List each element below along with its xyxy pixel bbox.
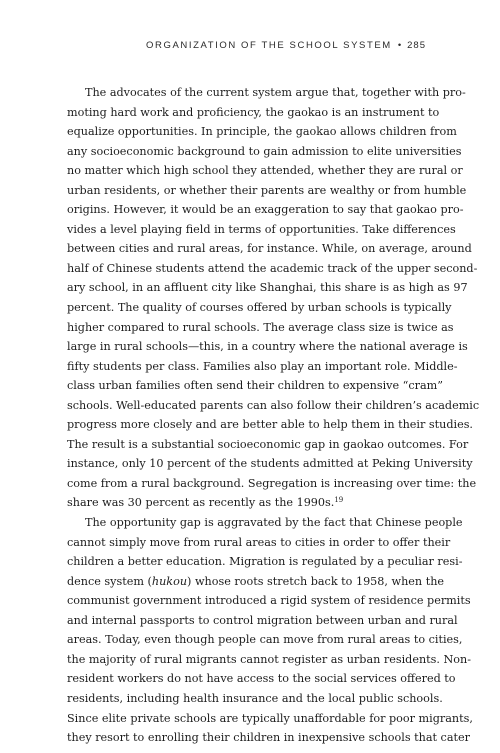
text-line: they resort to enrolling their children in inexpensive schools that cater <box>67 731 470 745</box>
text-line: urban residents, or whether their parents are wealthy or from humble <box>67 183 467 197</box>
text-line: progress more closely and are better able to help them in their studies. <box>67 418 473 432</box>
text-line: communist government introduced a rigid system of residence permits <box>67 594 471 608</box>
text-line: instance, only 10 percent of the students admitted at Peking University <box>67 457 473 471</box>
text-line: between cities and rural areas, for instance. While, on average, around <box>67 242 472 256</box>
text-line-last <box>67 493 427 513</box>
text-line: equalize opportunities. In principle, the gaokao allows children from <box>67 125 457 139</box>
text-line: any socioeconomic background to gain admission to elite universities <box>67 144 462 158</box>
text-line: areas. Today, even though people can move from rural areas to cities, <box>67 633 463 647</box>
text-line: class urban families often send their children to expensive “cram” <box>67 379 443 393</box>
text-line: The result is a substantial socioeconomic gap in gaokao outcomes. For <box>67 437 469 451</box>
text-line: half of Chinese students attend the academic track of the upper second- <box>67 261 478 275</box>
text-line: residents, including health insurance and the local public schools. <box>67 691 443 705</box>
text-line: The opportunity gap is aggravated by the fact that Chinese people <box>85 516 463 530</box>
text-line: higher compared to rural schools. The average class size is twice as <box>67 320 454 334</box>
italic-term-hukou: hukou <box>151 574 188 588</box>
last-line-text: share was 30 percent as recently as the 1990s. <box>67 496 335 510</box>
text-fragment: ) whose roots stretch back to 1958, when the <box>187 574 445 588</box>
running-head <box>146 40 426 51</box>
text-line: The advocates of the current system argue that, together with pro- <box>85 86 466 99</box>
footnote-reference[interactable]: 19 <box>334 496 344 505</box>
text-line: large in rural schools—this, in a country where the national average is <box>67 340 468 354</box>
text-line: fifty students per class. Families also play an important role. Middle- <box>67 359 458 373</box>
paragraph-2 <box>67 513 473 748</box>
text-line: Since elite private schools are typically unaffordable for poor migrants, <box>67 711 473 725</box>
page-number: 285 <box>407 40 426 51</box>
text-line: ary school, in an affluent city like Shanghai, this share is as high as 97 <box>67 281 468 295</box>
running-title: ORGANIZATION OF THE SCHOOL SYSTEM <box>146 40 392 51</box>
text-fragment: dence system ( <box>67 574 152 588</box>
text-line: vides a level playing field in terms of opportunities. Take differences <box>67 222 456 236</box>
text-line: come from a rural background. Segregation is increasing over time: the <box>67 476 477 490</box>
body-text <box>67 83 480 748</box>
text-line: resident workers do not have access to the social services offered to <box>67 672 456 686</box>
paragraph-1 <box>67 83 480 513</box>
text-line: percent. The quality of courses offered by urban schools is typically <box>67 301 452 315</box>
text-line: no matter which high school they attended, whether they are rural or <box>67 164 463 178</box>
text-line: schools. Well-educated parents can also follow their children’s academic <box>67 398 480 412</box>
header-separator: • <box>397 40 402 51</box>
text-line-with-italic <box>67 572 445 592</box>
text-line: and internal passports to control migration between urban and rural <box>67 613 458 627</box>
text-line: the majority of rural migrants cannot register as urban residents. Non- <box>67 652 472 666</box>
text-line: children a better education. Migration is regulated by a peculiar resi- <box>67 555 463 569</box>
text-line: origins. However, it would be an exaggeration to say that gaokao pro- <box>67 203 464 217</box>
text-line: moting hard work and proficiency, the gaokao is an instrument to <box>67 105 440 119</box>
text-line: cannot simply move from rural areas to cities in order to offer their <box>67 535 451 549</box>
